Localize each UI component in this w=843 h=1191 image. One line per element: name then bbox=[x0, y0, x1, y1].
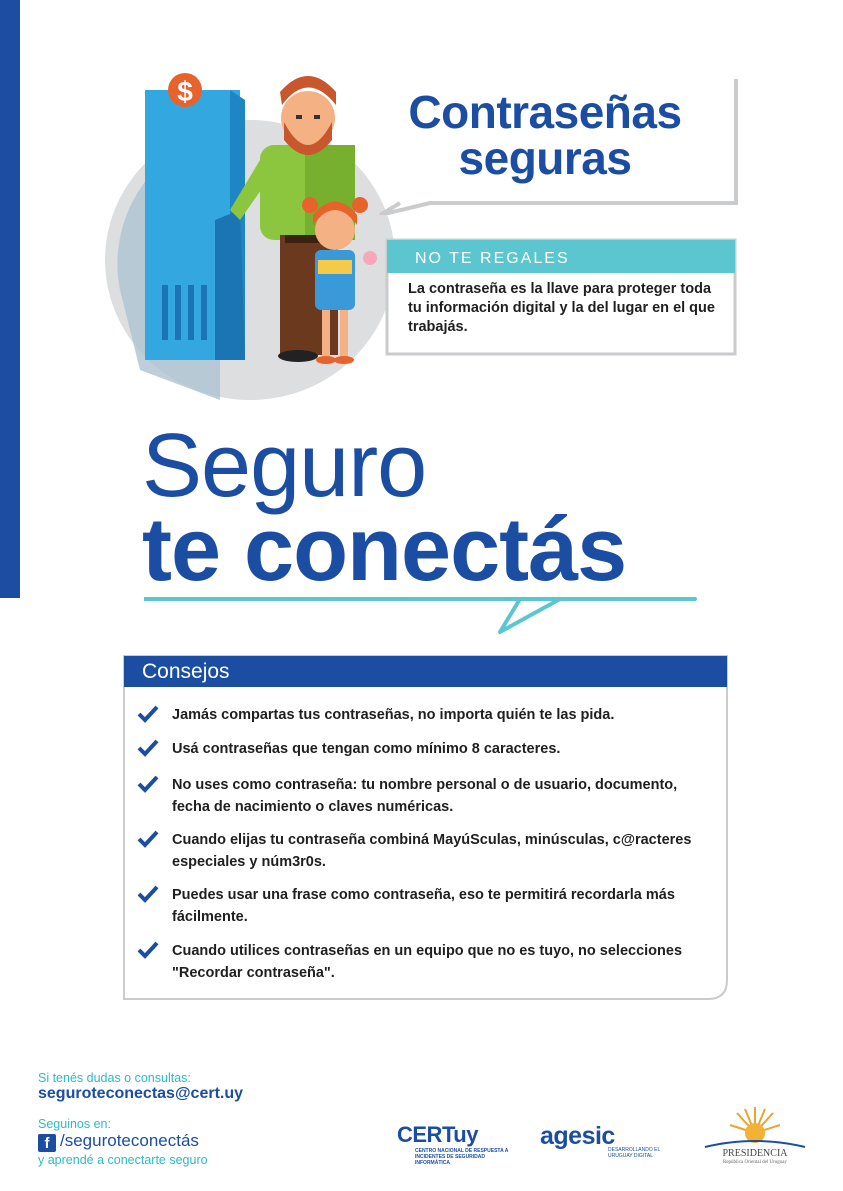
follow-label: Seguinos en: bbox=[38, 1117, 111, 1131]
side-accent-bar bbox=[0, 0, 20, 598]
certuy-name: CERTuy bbox=[397, 1122, 478, 1147]
sun-emblem-icon bbox=[700, 1105, 810, 1150]
checkmark-icon bbox=[137, 705, 159, 723]
agesic-logo bbox=[540, 1122, 665, 1167]
tip-text: Cuando utilices contraseñas en un equipo que no es tuyo, no selecciones "Recordar contraseña". bbox=[172, 943, 683, 981]
tip-text: Usá contraseñas que tengan como mínimo 8 caracteres. bbox=[172, 741, 561, 757]
agesic-name: agesic bbox=[540, 1122, 615, 1150]
certuy-subtitle: CENTRO NACIONAL DE RESPUESTA A INCIDENTES DE SEGURIDAD INFORMÁTICA bbox=[415, 1148, 509, 1166]
facebook-icon: f bbox=[38, 1134, 56, 1152]
tip-text: No uses como contraseña: tu nombre personal o de usuario, documento, fecha de nacimiento o claves numéricas. bbox=[172, 777, 678, 815]
slogan-line-1: Seguro bbox=[142, 416, 427, 516]
page-title bbox=[364, 86, 726, 184]
intro-heading: NO TE REGALES bbox=[415, 250, 570, 267]
learn-label: y aprendé a conectarte seguro bbox=[38, 1153, 208, 1167]
facebook-handle: /seguroteconectás bbox=[60, 1131, 199, 1150]
facebook-link[interactable] bbox=[38, 1131, 199, 1152]
contact-email-link[interactable]: seguroteconectas@cert.uy bbox=[38, 1085, 244, 1102]
svg-text:$: $ bbox=[177, 76, 193, 107]
tip-text: Puedes usar una frase como contraseña, eso te permitirá recordarla más fácilmente. bbox=[172, 887, 675, 925]
agesic-subtitle: DESARROLLANDO EL URUGUAY DIGITAL bbox=[608, 1147, 661, 1159]
presidencia-logo bbox=[700, 1105, 810, 1170]
slogan-line-2: te conectás bbox=[142, 500, 627, 600]
tips-box bbox=[123, 655, 728, 1000]
presidencia-subtitle: República Oriental del Uruguay bbox=[722, 1160, 787, 1165]
certuy-logo bbox=[397, 1122, 512, 1167]
title-bubble bbox=[350, 75, 740, 215]
checkmark-icon bbox=[137, 739, 159, 757]
tip-text: Jamás compartas tus contraseñas, no importa quién te las pida. bbox=[172, 707, 615, 723]
intro-text: La contraseña es la llave para proteger toda tu información digital y la del lugar en el que trabajás. bbox=[408, 281, 715, 335]
tip-text: Cuando elijas tu contraseña combiná MayúSculas, minúsculas, c@racteres especiales y núm3r0s. bbox=[172, 832, 692, 870]
checkmark-icon bbox=[137, 775, 159, 793]
tips-heading: Consejos bbox=[142, 660, 230, 683]
title-line-1: Contraseñas bbox=[408, 86, 682, 138]
checkmark-icon bbox=[137, 941, 159, 959]
questions-label: Si tenés dudas o consultas: bbox=[38, 1071, 191, 1085]
checkmark-icon bbox=[137, 885, 159, 903]
intro-heading-bar bbox=[387, 240, 735, 273]
presidencia-name: PRESIDENCIA bbox=[722, 1148, 788, 1159]
tips-heading-bar bbox=[124, 656, 727, 687]
title-line-2: seguras bbox=[458, 132, 632, 184]
checkmark-icon bbox=[137, 830, 159, 848]
intro-box bbox=[385, 238, 737, 356]
slogan-underline bbox=[140, 592, 700, 637]
